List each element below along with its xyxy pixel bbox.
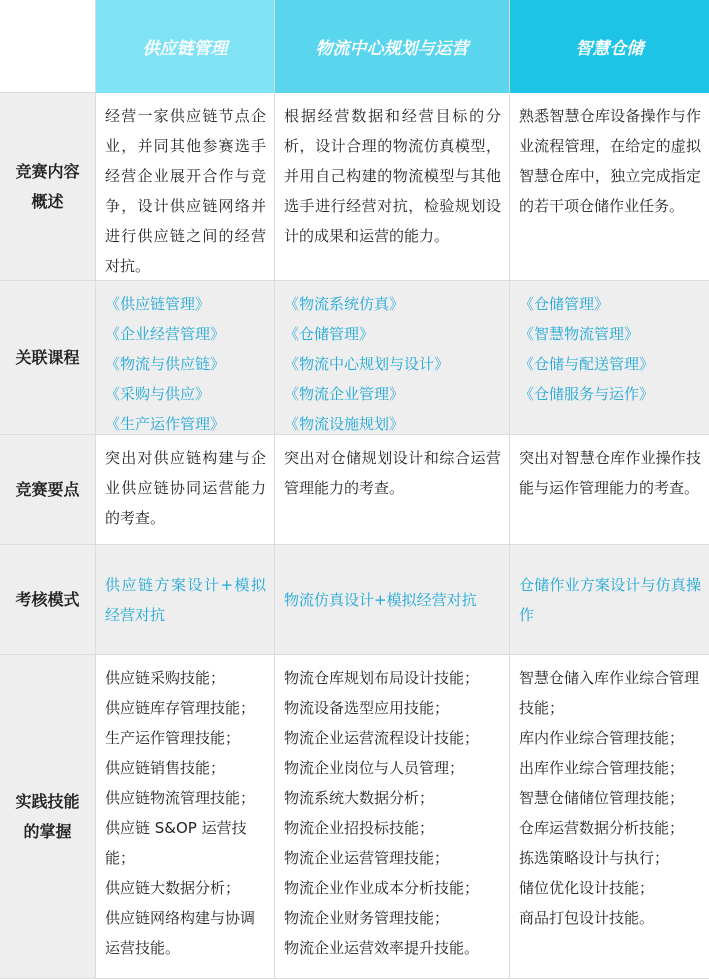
- cell-text: 仓储作业方案设计与仿真操作: [519, 575, 701, 624]
- table-cell: [275, 545, 510, 655]
- column-header-supply-chain: 供应链管理: [96, 0, 275, 93]
- list-item: 《仓储与配送管理》: [519, 355, 655, 373]
- list-item: 《物流与供应链》: [105, 355, 226, 373]
- course-list: [275, 281, 510, 435]
- column-header-smart-warehouse: 智慧仓储: [510, 0, 709, 93]
- cell-text: 物流仿真设计+模拟经营对抗: [284, 590, 477, 609]
- list-item: 《物流设施规划》: [284, 415, 405, 433]
- table-cell: 突出对智慧仓库作业操作技能与运作管理能力的考查。: [510, 435, 709, 545]
- list-item: 《仓储管理》: [284, 325, 375, 343]
- course-list: [510, 281, 709, 435]
- column-header-logistics-center: 物流中心规划与运营: [275, 0, 510, 93]
- table-cell: 经营一家供应链节点企业，并同其他参赛选手经营企业展开合作与竞争，设计供应链网络并进行供应链之间的经营对抗。: [96, 93, 275, 281]
- row-label-assessment-mode: 考核模式: [0, 545, 96, 655]
- table-cell: 突出对供应链构建与企业供应链协同运营能力的考查。: [96, 435, 275, 545]
- table-cell: 根据经营数据和经营目标的分析，设计合理的物流仿真模型，并用自己构建的物流模型与其他选手进行经营对抗，检验规划设计的成果和运营的能力。: [275, 93, 510, 281]
- table-cell: [96, 545, 275, 655]
- row-label-competition-overview: [0, 93, 96, 281]
- list-item: 《采购与供应》: [105, 385, 211, 403]
- row-label-text: 实践技能的掌握: [15, 791, 80, 841]
- course-list: [96, 281, 275, 435]
- list-item: 《仓储服务与运作》: [519, 385, 655, 403]
- list-item: 《物流系统仿真》: [284, 295, 405, 313]
- table-cell: 突出对仓储规划设计和综合运营管理能力的考查。: [275, 435, 510, 545]
- list-item: 《生产运作管理》: [105, 415, 226, 433]
- row-label-practical-skills: [0, 655, 96, 979]
- row-label-related-courses: 关联课程: [0, 281, 96, 435]
- table-cell: 熟悉智慧仓库设备操作与作业流程管理，在给定的虚拟智慧仓库中，独立完成指定的若干项仓储作业任务。: [510, 93, 709, 281]
- list-item: 《智慧物流管理》: [519, 325, 640, 343]
- list-item: 《物流中心规划与设计》: [284, 355, 450, 373]
- table-cell: 物流仓库规划布局设计技能； 物流设备选型应用技能； 物流企业运营流程设计技能； 物流企业岗位与人员管理； 物流系统大数据分析； 物流企业招投标技能； 物流企业运营管理技能； 物流企业作业成本分析技能； 物流企业财务管理技能； 物流企业运营效率提升技能。: [275, 655, 510, 979]
- list-item: 《企业经营管理》: [105, 325, 226, 343]
- cell-text: 供应链方案设计+模拟经营对抗: [105, 575, 266, 624]
- table-corner: [0, 0, 96, 93]
- table-cell: 智慧仓储入库作业综合管理技能； 库内作业综合管理技能； 出库作业综合管理技能； 智慧仓储储位管理技能； 仓库运营数据分析技能； 拣选策略设计与执行； 储位优化设计技能； 商品打包设计技能。: [510, 655, 709, 979]
- list-item: 《物流企业管理》: [284, 385, 405, 403]
- row-label-competition-key-points: 竞赛要点: [0, 435, 96, 545]
- list-item: 《仓储管理》: [519, 295, 610, 313]
- row-label-text: 竞赛内容概述: [15, 161, 80, 211]
- table-cell: 供应链采购技能； 供应链库存管理技能； 生产运作管理技能； 供应链销售技能； 供应链物流管理技能； 供应链 S&OP 运营技能； 供应链大数据分析； 供应链网络构建与协调运营技能。: [96, 655, 275, 979]
- list-item: 《供应链管理》: [105, 295, 211, 313]
- table-cell: [510, 545, 709, 655]
